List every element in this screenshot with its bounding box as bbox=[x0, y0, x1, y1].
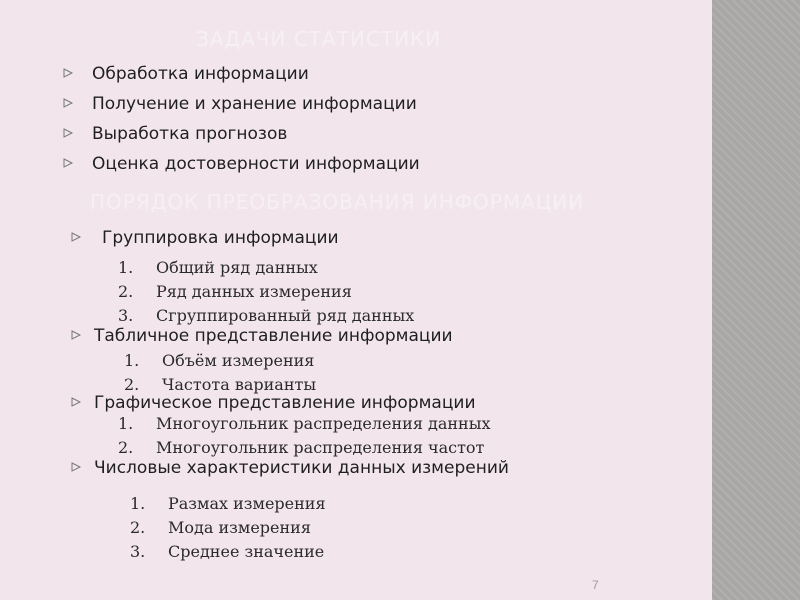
list-number: 1. bbox=[118, 258, 134, 277]
bullet-icon bbox=[62, 67, 74, 79]
list-number: 2. bbox=[124, 375, 140, 394]
page-number: 7 bbox=[592, 578, 599, 592]
section-title: Табличное представление информации bbox=[94, 326, 453, 346]
list-number: 2. bbox=[118, 282, 134, 301]
list-number: 1. bbox=[118, 414, 134, 433]
task-text: Оценка достоверности информации bbox=[92, 154, 420, 174]
list-text: Объём измерения bbox=[162, 351, 315, 370]
list-text: Размах измерения bbox=[168, 494, 326, 513]
decorative-side-band bbox=[712, 0, 800, 600]
section-title: Группировка информации bbox=[102, 228, 339, 248]
list-text: Частота варианты bbox=[162, 375, 317, 394]
list-number: 1. bbox=[130, 494, 146, 513]
bullet-icon bbox=[70, 461, 82, 473]
section-title: Графическое представление информации bbox=[94, 393, 476, 413]
list-number: 2. bbox=[130, 518, 146, 537]
section-title: Числовые характеристики данных измерений bbox=[94, 458, 509, 478]
list-text: Сгруппированный ряд данных bbox=[156, 306, 415, 325]
list-number: 2. bbox=[118, 438, 134, 457]
task-text: Получение и хранение информации bbox=[92, 94, 417, 114]
bullet-icon bbox=[62, 127, 74, 139]
task-text: Обработка информации bbox=[92, 64, 309, 84]
task-text: Выработка прогнозов bbox=[92, 124, 288, 144]
slide-heading-tasks: ЗАДАЧИ СТАТИСТИКИ bbox=[196, 27, 442, 51]
bullet-icon bbox=[62, 157, 74, 169]
list-text: Мода измерения bbox=[168, 518, 311, 537]
list-text: Многоугольник распределения данных bbox=[156, 414, 491, 433]
bullet-icon bbox=[62, 97, 74, 109]
bullet-icon bbox=[70, 231, 82, 243]
list-text: Среднее значение bbox=[168, 542, 325, 561]
list-number: 1. bbox=[124, 351, 140, 370]
list-text: Ряд данных измерения bbox=[156, 282, 352, 301]
slide-heading-order: ПОРЯДОК ПРЕОБРАЗОВАНИЯ ИНФОРМАЦИИ bbox=[90, 190, 585, 214]
list-text: Общий ряд данных bbox=[156, 258, 318, 277]
bullet-icon bbox=[70, 396, 82, 408]
list-text: Многоугольник распределения частот bbox=[156, 438, 485, 457]
bullet-icon bbox=[70, 329, 82, 341]
list-number: 3. bbox=[130, 542, 146, 561]
list-number: 3. bbox=[118, 306, 134, 325]
